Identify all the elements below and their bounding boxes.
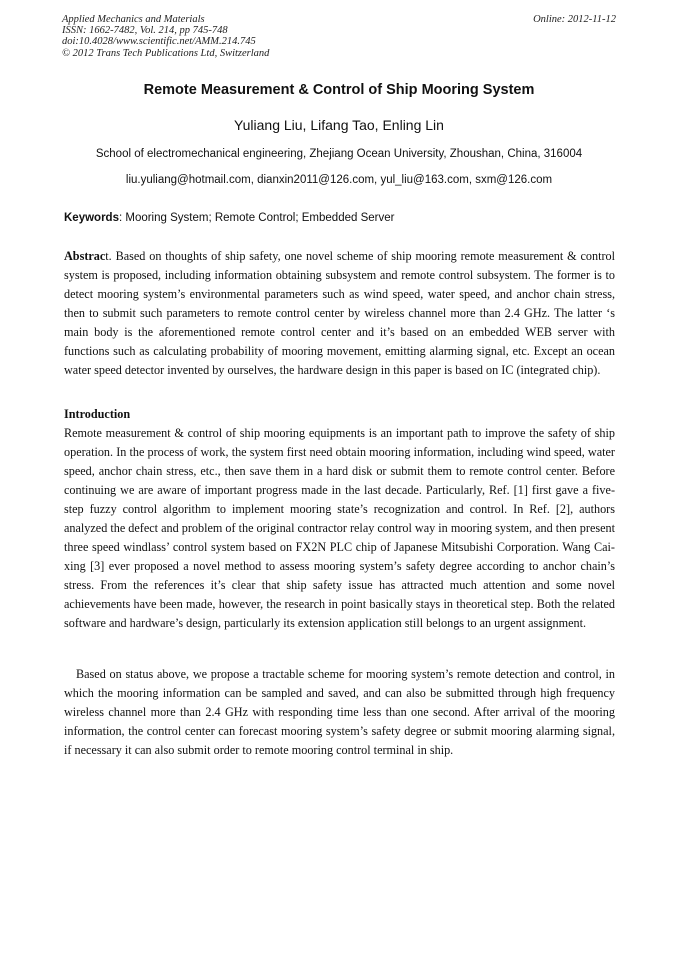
journal-name: Applied Mechanics and Materials	[62, 14, 205, 25]
introduction-paragraph-2: Based on status above, we propose a tractable scheme for mooring system’s remote detection and control, in which the mooring information can be sampled and saved, and can also be submitted through high frequency wireless channel more than 2.4 GHz with responding time less than one second. After arrival of the mooring information, the control center can forecast mooring system’s safety degree or submit mooring alarming signal, if necessary it can also submit order to remote mooring control terminal in ship.	[64, 667, 615, 757]
issn-line: ISSN: 1662-7482, Vol. 214, pp 745-748	[62, 25, 228, 37]
online-date: Online: 2012-11-12	[533, 14, 616, 25]
keywords-text: : Mooring System; Remote Control; Embedded Server	[118, 212, 395, 224]
introduction-heading: Introduction	[64, 407, 131, 421]
paper-title: Remote Measurement & Control of Ship Mooring System	[143, 82, 535, 98]
affiliation: School of electromechanical engineering, Zhejiang Ocean University, Zhoushan, China, 316004	[95, 148, 583, 160]
journal-header	[62, 14, 616, 59]
introduction-paragraph-1: Remote measurement & control of ship mooring equipments is an important path to improve the safety of ship operation. In the process of work, the system first need obtain mooring information, including wind speed, water speed, anchor chain stress, etc., then save them in a hard disk or submit them to remote control center. Before continuing we are aware of important progress made in the last decade. Particularly, Ref. [1] first gave a five-step fuzzy control algorithm to implement mooring state’s recognization and control. In Ref. [2], authors analyzed the defect and problem of the original contractor relay control way in mooring system, and then present three speed windlass’ control system based on FX2N PLC chip of Japanese Mitsubishi Corporation. Wang Cai-xing [3] ever proposed a novel method to assess mooring system’s safety degree according to anchor chain’s stress. From the references it’s clear that ship safety issue has attracted much attention and some novel achievements have been made, however, the research in point basically stays in theoretical step. Both the related software and hardware’s design, particularly its extension application still belongs to an urgent assignment.	[64, 426, 615, 630]
copyright-line: © 2012 Trans Tech Publications Ltd, Switzerland	[62, 47, 270, 59]
doi-line: doi:10.4028/www.scientific.net/AMM.214.745	[62, 36, 256, 48]
abstract-label: Abstrac	[64, 249, 106, 263]
abstract-text: t. Based on thoughts of ship safety, one novel scheme of ship mooring remote measurement & control system is proposed, including information obtaining subsystem and remote control subsystem. The former is to detect mooring system’s environmental parameters such as wind speed, water speed, and anchor chain stress, then to submit such parameters to remote control center by wireless channel more than 2.4 GHz. The latter ‘s main body is the aforementioned remote control center and it’s based on an embedded WEB server with functions such as calculating probability of mooring movement, emitting alarming signal, etc. Except an ocean water speed detector invented by ourselves, the hardware design in this paper is based on IC (integrated chip).	[64, 249, 615, 377]
keywords-label: Keywords	[64, 212, 119, 224]
keywords	[64, 210, 616, 226]
authors: Yuliang Liu, Lifang Tao, Enling Lin	[234, 117, 444, 133]
abstract	[64, 247, 615, 380]
author-emails: liu.yuliang@hotmail.com, dianxin2011@126.com, yul_liu@163.com, sxm@126.com	[125, 174, 553, 186]
